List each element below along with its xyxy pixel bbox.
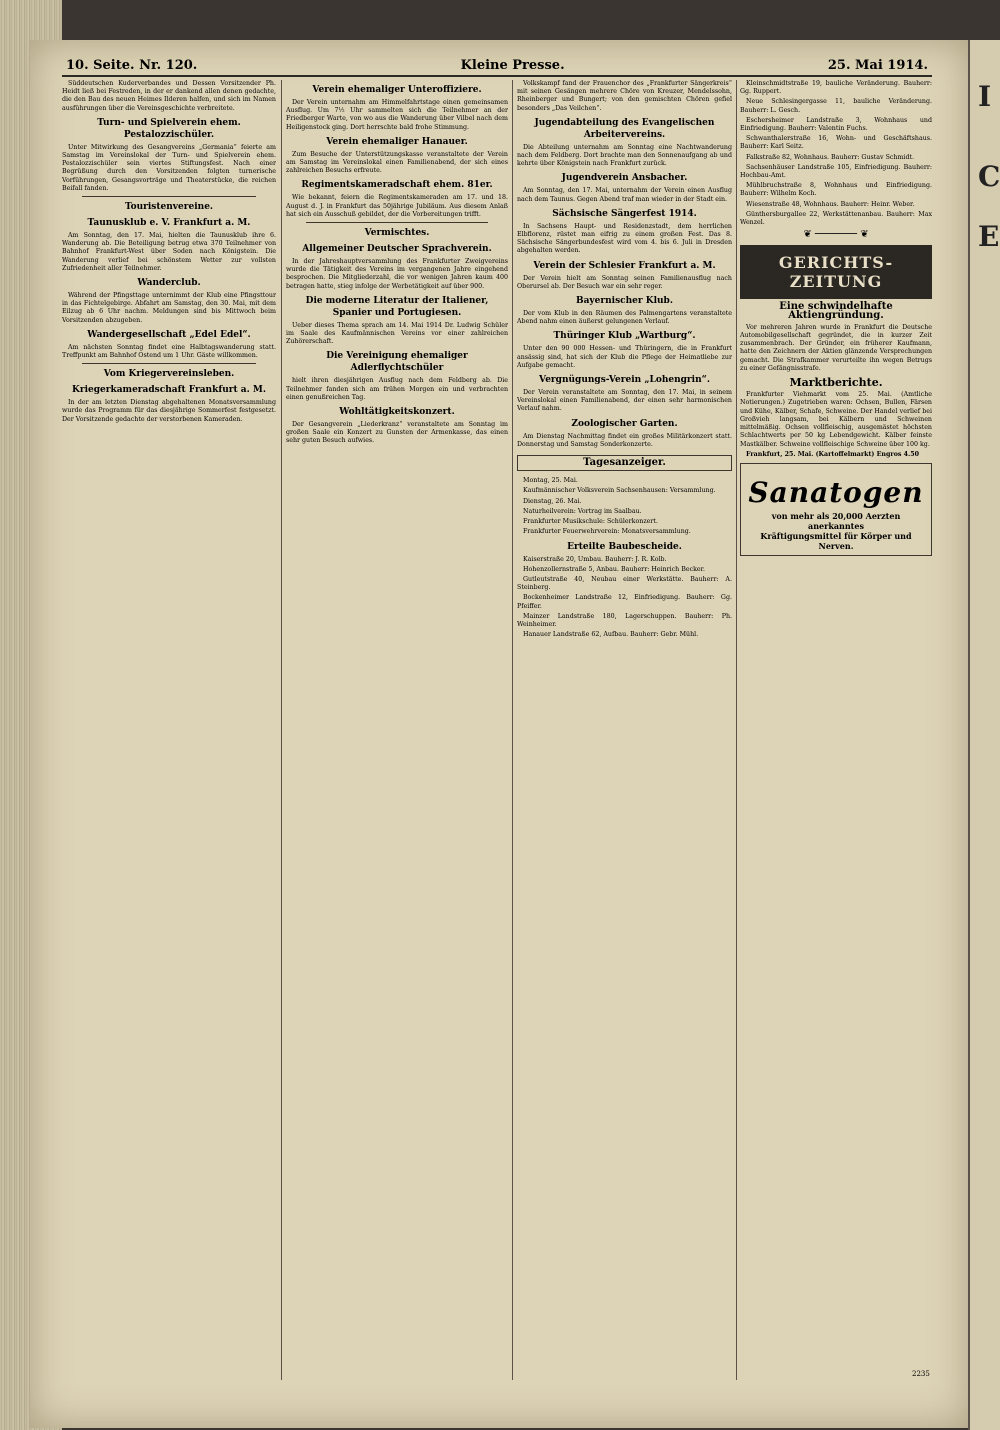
list-item: Montag, 25. Mai. — [523, 477, 578, 485]
section-heading: Vom Kriegervereinsleben. — [103, 369, 235, 380]
section-heading: Turn- und Spielverein ehem. Pestalozzischüler. — [97, 117, 241, 140]
gerichts-headline: Eine schwindelhafte Aktiengründung. — [779, 301, 893, 321]
section-text: hielt ihren diesjährigen Ausflug nach dem Feldberg ab. Die Teilnehmer fanden sich am frühen Morgen ein und verbrachten einen genußreichen Tag. — [286, 377, 508, 401]
list-item: Frankfurter Musikschule: Schülerkonzert. — [523, 518, 658, 526]
list-item: Falkstraße 82, Wohnhaus. Bauherr: Gustav Schmidt. — [746, 153, 915, 161]
list-item: Frankfurter Feuerwehrverein: Monatsversammlung. — [523, 528, 691, 536]
section-heading: Bayernischer Klub. — [575, 296, 673, 307]
baubescheide-list — [517, 556, 732, 640]
sanatogen-ad — [740, 463, 932, 556]
list-item: Gutleutstraße 40, Neubau einer Werkstätte. Bauherr: A. Steinberg. — [517, 575, 732, 592]
section-rule — [306, 222, 488, 223]
section-heading: Jugendverein Ansbacher. — [561, 173, 688, 184]
section-heading: Die moderne Literatur der Italiener, Spanier und Portugiesen. — [305, 295, 489, 318]
section-heading: Taunusklub e. V. Frankfurt a. M. — [87, 218, 251, 229]
next-page-strip: I C E — [968, 40, 1000, 1430]
marktberichte-text: Frankfurter Viehmarkt vom 25. Mai. (Amtliche Notierungen.) Zugetrieben waren: Ochsen, Bullen, Färsen und Kühe, Kälber, Schafe, Schweine. Der Handel verlief bei Großvieh langsam, bei Kälbern und Schweinen mittelmäßig. Ochsen vollfleischig, ausgemästet höchsten Schlachtwerts per 50 kg Lebendgewicht. Kälber feinste Mastkälber. Schweine vollfleischige Schweine über 100 kg. — [740, 391, 932, 448]
gerichts-text: Vor mehreren Jahren wurde in Frankfurt die Deutsche Automobilgesellschaft gegründet, die in kurzer Zeit zusammenbrach. Der Gründer, ein früherer Kaufmann, hatte den Zeichnern der Aktien glänzende Versprechungen gemacht. Die Strafkammer verurteilte ihn wegen Betrugs zu einer Gefängnisstrafe. — [740, 323, 932, 372]
section-text: Am Dienstag Nachmittag findet ein großes Militärkonzert statt. Donnerstag und Samstag Sonderkonzerte. — [517, 432, 732, 448]
section-text: Ueber dieses Thema sprach am 14. Mai 1914 Dr. Ludwig Schüler im Saale des Kaufmännischen Vereins vor einer zahlreichen Zuhörerschaft. — [286, 321, 508, 346]
tagesanzeiger-title: Tagesanzeiger. — [517, 455, 732, 471]
column-1 — [62, 80, 276, 1380]
section-text: Während der Pfingsttage unternimmt der Klub eine Pfingsttour in das Fichtelgebirge. Abfahrt am Samstag, den 30. Mai, mit dem Eilzug ab 6 Uhr nachm. Meldungen sind bis Mittwoch beim Vorsitzenden abzugeben. — [62, 292, 276, 324]
list-item: Kaiserstraße 20, Umbau. Bauherr: J. R. Kolb. — [523, 555, 667, 563]
section-heading: Jugendabteilung des Evangelischen Arbeitervereins. — [534, 117, 715, 140]
kartoffelmarkt-line — [740, 451, 932, 459]
section-heading: Wanderclub. — [137, 278, 201, 289]
section-text: Am Sonntag, den 17. Mai, hielten die Taunusklub ihre 6. Wanderung ab. Die Beteiligung betrug etwa 370 Teilnehmer von Bahnhof Frankfurt-West über Soden nach Königstein. Die Wanderung verlief bei schönstem Wetter zur vollsten Zufriedenheit aller Teilnehmer. — [62, 232, 276, 272]
section-heading: Die Vereinigung ehemaliger Adlerflychtschüler — [326, 351, 468, 374]
column-divider — [736, 80, 737, 1380]
list-item: Wiesenstraße 48, Wohnhaus. Bauherr: Heinr. Weber. — [746, 200, 915, 208]
header-page-number: 10. Seite. Nr. 120. — [66, 58, 198, 73]
section-heading: Wandergesellschaft „Edel Edel“. — [87, 329, 251, 340]
gerichts-zeitung-banner: GERICHTS-ZEITUNG — [740, 245, 932, 299]
section-heading: Sächsische Sängerfest 1914. — [552, 208, 697, 219]
section-text: In der am letzten Dienstag abgehaltenen Monatsversammlung wurde das Programm für das diesjährige Sommerfest festgesetzt. Der Vorsitzende gedachte der verstorbenen Kameraden. — [62, 399, 276, 423]
list-item: Bockenheimer Landstraße 12, Einfriedigung. Bauherr: Gg. Pfeiffer. — [517, 594, 732, 610]
list-item: Kaufmännischer Volksverein Sachsenhausen: Versammlung. — [523, 487, 716, 495]
baubescheide-continued — [740, 80, 932, 227]
column-4 — [740, 80, 932, 1380]
section-heading: Regimentskameradschaft ehem. 81er. — [301, 180, 493, 191]
col1-intro: Süddeutschen Kuderverbandes und Dessen Vorsitzender Ph. Heidt ließ bei Festreden, in der er dankend allen denen gedachte, die den Bau des neuen Heimes Ilderen halfen, und sich im Namen ausführungen über die Vereinsgeschichte verbreitete. — [62, 80, 276, 112]
section-text: Zum Besuche der Unterstützungskasse veranstaltete der Verein am Samstag im Vereinslokal einen Familienabend, der sich eines zahlreichen Besuchs erfreute. — [286, 150, 508, 175]
list-item: Mühlbruchstraße 8, Wohnhaus und Einfriedigung. Bauherr: Wilhelm Koch. — [740, 182, 932, 198]
list-item: Kleinschmidtstraße 19, bauliche Veränderung. Bauherr: Gg. Ruppert. — [740, 80, 932, 96]
list-item: Hanauer Landstraße 62, Aufbau. Bauherr: Gebr. Mühl. — [523, 631, 699, 639]
section-text: Wie bekannt, feiern die Regimentskameraden am 17. und 18. August d. J. in Frankfurt das 50jährige Jubiläum. Aus diesem Anlaß hat sich ein Ausschuß gebildet, der die Vorbereitungen trifft. — [286, 194, 508, 218]
list-item: Mainzer Landstraße 180, Lagerschuppen. Bauherr: Ph. Weinheimer. — [517, 612, 732, 628]
section-heading: Thüringer Klub „Wartburg“. — [553, 331, 696, 342]
section-text: Am nächsten Sonntag findet eine Halbtagswanderung statt. Treffpunkt am Bahnhof Ostend um 1 Uhr. Gäste willkommen. — [62, 343, 276, 360]
section-heading: Verein der Schlesier Frankfurt a. M. — [533, 260, 716, 271]
section-text: Am Sonntag, den 17. Mai, unternahm der Verein einen Ausflug nach dem Taunus. Gegen Abend traf man wieder in der Stadt ein. — [517, 187, 732, 203]
section-heading: Vermischtes. — [364, 228, 430, 239]
ornament-divider: ❦ ─────── ❦ — [803, 229, 869, 241]
section-rule — [82, 363, 256, 364]
sanatogen-brand: Sanatogen — [748, 475, 924, 509]
header-date: 25. Mai 1914. — [827, 58, 928, 73]
section-heading: Vergnügungs-Verein „Lohengrin“. — [539, 375, 710, 386]
section-heading: Kriegerkameradschaft Frankfurt a. M. — [72, 385, 266, 396]
section-text: Unter Mitwirkung des Gesangvereins „Germania“ feierte am Samstag im Vereinslokal der Turn- und Spielverein ehem. Pestalozzischüler sein viertes Stiftungsfest. Nach einer Begrüßung durch den Vorsitzenden folgten turnerische Vorführungen, Gesangsvorträge und Theaterstücke, die reichen Beifall fanden. — [62, 143, 276, 192]
col1-sections — [62, 117, 276, 424]
section-text: Der Verein veranstaltete am Sonntag, den 17. Mai, in seinem Vereinslokal einen Familienabend, der einen sehr harmonischen Verlauf nahm. — [517, 389, 732, 413]
list-item: Sachsenhäuser Landstraße 105, Einfriedigung. Bauherr: Hochbau-Amt. — [740, 163, 932, 180]
section-text: Die Abteilung unternahm am Sonntag eine Nachtwanderung nach dem Feldberg. Dort brachte man den Sonnenaufgang ab und kehrte über Königstein nach Frankfurt zurück. — [517, 143, 732, 168]
list-item: Eschersheimer Landstraße 3, Wohnhaus und Einfriedigung. Bauherr: Valentin Fuchs. — [740, 116, 932, 133]
section-text: Der Verein hielt am Sonntag seinen Familienausflug nach Oberursel ab. Der Besuch war ein sehr reger. — [517, 274, 732, 290]
list-item: Schwanthalerstraße 16, Wohn- und Geschäftshaus. Bauherr: Karl Seitz. — [740, 135, 932, 151]
list-item: Dienstag, 26. Mai. — [523, 497, 582, 505]
section-text: Der Verein unternahm am Himmelfahrtstage einen gemeinsamen Ausflug. Um 7½ Uhr sammelten sich die Teilnehmer an der Friedberger Warte, von wo aus die Wanderung über Vilbel nach dem Heiligenstock ging. Dort herrschte bald frohe Stimmung. — [286, 99, 508, 131]
section-heading: Allgemeiner Deutscher Sprachverein. — [302, 244, 492, 255]
sanatogen-sub2: Kräftigungsmittel für Körper und Nerven. — [760, 530, 912, 551]
section-rule — [82, 196, 256, 197]
sanatogen-sub1: von mehr als 20,000 Aerzten anerkanntes — [771, 510, 901, 531]
section-heading: Verein ehemaliger Hanauer. — [326, 136, 468, 147]
list-item: Naturheilverein: Vortrag im Saalbau. — [523, 507, 642, 515]
section-heading: Wohltätigkeitskonzert. — [339, 407, 455, 418]
kartoffelmarkt-label: Frankfurt, 25. Mai. (Kartoffelmarkt) Engros — [746, 450, 902, 458]
column-2 — [286, 80, 508, 1380]
column-divider — [281, 80, 282, 1380]
column-divider — [512, 80, 513, 1380]
baubescheide-title: Erteilte Baubescheide. — [567, 541, 682, 552]
page-footer-number: 2235 — [912, 1370, 930, 1378]
section-text: Der vom Klub in den Räumen des Palmengartens veranstaltete Abend nahm einen äußerst gelungenen Verlauf. — [517, 310, 732, 326]
section-heading: Verein ehemaliger Unteroffiziere. — [312, 85, 482, 95]
page-header — [62, 55, 932, 77]
section-text: In Sachsens Haupt- und Residenzstadt, dem herrlichen Elbflorenz, rüstet man eifrig zu einem großen Fest. Das 8. Sächsische Sängerbundesfest wird vom 4. bis 6. Juli in Dresden abgehalten werden. — [517, 222, 732, 255]
kartoffelmarkt-value: 4.50 — [903, 450, 919, 458]
column-3 — [517, 80, 732, 1380]
header-masthead: Kleine Presse. — [460, 58, 565, 73]
tagesanzeiger-list — [517, 477, 732, 536]
list-item: Neue Schlesingergasse 11, bauliche Veränderung. Bauherr: L. Gesch. — [740, 98, 932, 114]
section-text: Unter den 90 000 Hessen- und Thüringern, die in Frankfurt ansässig sind, hat sich der Klub die Pflege der Heimatliebe zur Aufgabe gemacht. — [517, 345, 732, 369]
col3-intro: Volkskampf fand der Frauenchor des „Frankfurter Sängerkreis“ mit seinen Gesängen mehrere Chöre von Kreuzer, Mendelssohn, Rheinberger und Bungert; von den gemischten Chören gefiel besonders „Das Veilchen“. — [517, 80, 732, 112]
list-item: Günthersburgallee 22, Werkstättenanbau. Bauherr: Max Wenzel. — [740, 210, 932, 227]
marktberichte-title: Marktberichte. — [789, 376, 883, 390]
section-heading: Touristenvereine. — [124, 202, 214, 213]
section-text: Der Gesangverein „Liederkranz“ veranstaltete am Sonntag im großen Saale ein Konzert zu Gunsten der Armenkasse, das einen sehr guten Besuch aufwies. — [286, 421, 508, 445]
section-heading: Zoologischer Garten. — [571, 418, 678, 429]
section-text: In der Jahreshauptversammlung des Frankfurter Zweigvereins wurde die Tätigkeit des Vereins im vergangenen Jahre eingehend besprochen. Die Mitgliederzahl, die vor wenigen Jahren kaum 400 betragen hatte, stieg infolge der Werbetätigkeit auf über 900. — [286, 258, 508, 290]
list-item: Hohenzollernstraße 5, Anbau. Bauherr: Heinrich Becker. — [523, 565, 705, 573]
